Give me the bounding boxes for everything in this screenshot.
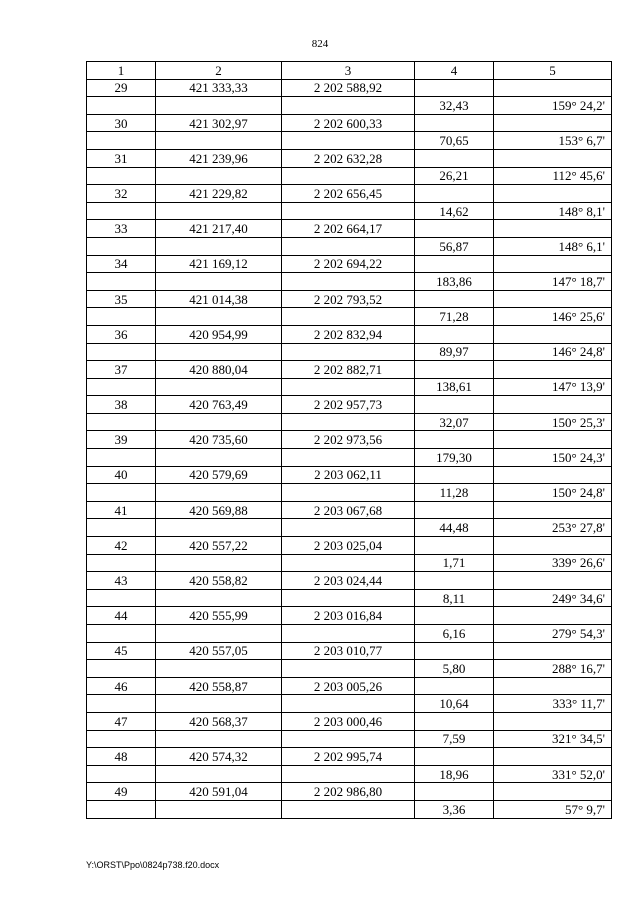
x-coordinate-cell: 420 557,05 — [156, 642, 282, 660]
bearing-cell: 57° 9,7' — [494, 800, 612, 818]
distance-cell — [415, 114, 494, 132]
distance-cell: 10,64 — [415, 695, 494, 713]
bearing-cell — [494, 783, 612, 801]
bearing-cell — [494, 431, 612, 449]
x-coordinate-cell — [156, 97, 282, 115]
point-number-cell — [87, 730, 156, 748]
bearing-cell: 112° 45,6' — [494, 167, 612, 185]
y-coordinate-cell: 2 203 024,44 — [282, 572, 415, 590]
y-coordinate-cell: 2 202 694,22 — [282, 255, 415, 273]
bearing-cell — [494, 712, 612, 730]
distance-cell: 138,61 — [415, 378, 494, 396]
point-number-cell: 40 — [87, 466, 156, 484]
table-row — [87, 765, 612, 783]
table-row — [87, 712, 612, 730]
distance-cell — [415, 431, 494, 449]
table-row — [87, 220, 612, 238]
distance-cell: 32,07 — [415, 413, 494, 431]
x-coordinate-cell — [156, 308, 282, 326]
y-coordinate-cell — [282, 378, 415, 396]
bearing-cell — [494, 114, 612, 132]
x-coordinate-cell: 421 239,96 — [156, 149, 282, 167]
point-number-cell: 39 — [87, 431, 156, 449]
y-coordinate-cell — [282, 695, 415, 713]
table-row — [87, 607, 612, 625]
table-row — [87, 501, 612, 519]
x-coordinate-cell: 420 574,32 — [156, 748, 282, 766]
x-coordinate-cell — [156, 132, 282, 150]
y-coordinate-cell — [282, 273, 415, 291]
point-number-cell: 47 — [87, 712, 156, 730]
bearing-cell — [494, 149, 612, 167]
x-coordinate-cell: 420 568,37 — [156, 712, 282, 730]
table-row — [87, 149, 612, 167]
x-coordinate-cell: 420 557,22 — [156, 537, 282, 555]
x-coordinate-cell: 420 763,49 — [156, 396, 282, 414]
point-number-cell — [87, 167, 156, 185]
x-coordinate-cell: 420 558,82 — [156, 572, 282, 590]
y-coordinate-cell — [282, 413, 415, 431]
x-coordinate-cell — [156, 660, 282, 678]
point-number-cell — [87, 273, 156, 291]
bearing-cell — [494, 607, 612, 625]
x-coordinate-cell — [156, 765, 282, 783]
y-coordinate-cell: 2 202 600,33 — [282, 114, 415, 132]
distance-cell: 44,48 — [415, 519, 494, 537]
bearing-cell: 331° 52,0' — [494, 765, 612, 783]
table-body — [87, 62, 612, 819]
point-number-cell — [87, 413, 156, 431]
table-row — [87, 572, 612, 590]
distance-cell: 89,97 — [415, 343, 494, 361]
x-coordinate-cell: 420 735,60 — [156, 431, 282, 449]
y-coordinate-cell — [282, 167, 415, 185]
table-row — [87, 273, 612, 291]
distance-cell — [415, 290, 494, 308]
y-coordinate-cell — [282, 449, 415, 467]
point-number-cell — [87, 800, 156, 818]
y-coordinate-cell — [282, 308, 415, 326]
y-coordinate-cell: 2 202 957,73 — [282, 396, 415, 414]
point-number-cell: 31 — [87, 149, 156, 167]
y-coordinate-cell — [282, 132, 415, 150]
table-row — [87, 237, 612, 255]
bearing-cell — [494, 255, 612, 273]
y-coordinate-cell: 2 203 025,04 — [282, 537, 415, 555]
point-number-cell — [87, 660, 156, 678]
table-row — [87, 783, 612, 801]
distance-cell: 11,28 — [415, 484, 494, 502]
y-coordinate-cell — [282, 589, 415, 607]
distance-cell — [415, 396, 494, 414]
table-row — [87, 431, 612, 449]
y-coordinate-cell: 2 202 832,94 — [282, 325, 415, 343]
point-number-cell — [87, 484, 156, 502]
column-header: 3 — [282, 62, 415, 80]
bearing-cell — [494, 677, 612, 695]
distance-cell — [415, 361, 494, 379]
bearing-cell — [494, 220, 612, 238]
distance-cell — [415, 255, 494, 273]
distance-cell — [415, 466, 494, 484]
point-number-cell: 42 — [87, 537, 156, 555]
distance-cell — [415, 185, 494, 203]
table-row — [87, 537, 612, 555]
point-number-cell — [87, 695, 156, 713]
table-row — [87, 202, 612, 220]
distance-cell — [415, 677, 494, 695]
point-number-cell: 41 — [87, 501, 156, 519]
bearing-cell — [494, 396, 612, 414]
bearing-cell — [494, 79, 612, 97]
x-coordinate-cell — [156, 484, 282, 502]
distance-cell: 6,16 — [415, 625, 494, 643]
distance-cell — [415, 537, 494, 555]
x-coordinate-cell: 420 579,69 — [156, 466, 282, 484]
point-number-cell: 35 — [87, 290, 156, 308]
x-coordinate-cell: 420 954,99 — [156, 325, 282, 343]
distance-cell: 1,71 — [415, 554, 494, 572]
point-number-cell — [87, 132, 156, 150]
distance-cell — [415, 642, 494, 660]
table-row — [87, 325, 612, 343]
x-coordinate-cell: 420 591,04 — [156, 783, 282, 801]
bearing-cell — [494, 501, 612, 519]
bearing-cell — [494, 361, 612, 379]
x-coordinate-cell — [156, 413, 282, 431]
x-coordinate-cell — [156, 519, 282, 537]
x-coordinate-cell: 421 229,82 — [156, 185, 282, 203]
y-coordinate-cell: 2 202 793,52 — [282, 290, 415, 308]
point-number-cell: 32 — [87, 185, 156, 203]
y-coordinate-cell — [282, 484, 415, 502]
table-row — [87, 114, 612, 132]
distance-cell: 18,96 — [415, 765, 494, 783]
bearing-cell: 333° 11,7' — [494, 695, 612, 713]
point-number-cell — [87, 519, 156, 537]
point-number-cell: 33 — [87, 220, 156, 238]
bearing-cell — [494, 642, 612, 660]
point-number-cell — [87, 625, 156, 643]
point-number-cell — [87, 378, 156, 396]
y-coordinate-cell: 2 203 062,11 — [282, 466, 415, 484]
y-coordinate-cell — [282, 660, 415, 678]
table-row — [87, 730, 612, 748]
table-row — [87, 185, 612, 203]
distance-cell: 70,65 — [415, 132, 494, 150]
distance-cell — [415, 572, 494, 590]
bearing-cell — [494, 537, 612, 555]
point-number-cell — [87, 202, 156, 220]
table-row — [87, 625, 612, 643]
bearing-cell: 148° 6,1' — [494, 237, 612, 255]
y-coordinate-cell — [282, 237, 415, 255]
coordinates-table — [86, 61, 612, 819]
column-header: 1 — [87, 62, 156, 80]
y-coordinate-cell — [282, 343, 415, 361]
bearing-cell: 339° 26,6' — [494, 554, 612, 572]
x-coordinate-cell — [156, 202, 282, 220]
y-coordinate-cell — [282, 202, 415, 220]
bearing-cell — [494, 748, 612, 766]
table-row — [87, 290, 612, 308]
x-coordinate-cell — [156, 343, 282, 361]
distance-cell: 14,62 — [415, 202, 494, 220]
point-number-cell: 45 — [87, 642, 156, 660]
table-row — [87, 97, 612, 115]
point-number-cell — [87, 449, 156, 467]
distance-cell — [415, 325, 494, 343]
y-coordinate-cell: 2 203 010,77 — [282, 642, 415, 660]
x-coordinate-cell — [156, 554, 282, 572]
x-coordinate-cell: 420 558,87 — [156, 677, 282, 695]
point-number-cell — [87, 308, 156, 326]
table-row — [87, 132, 612, 150]
bearing-cell — [494, 325, 612, 343]
table-row — [87, 167, 612, 185]
bearing-cell: 146° 25,6' — [494, 308, 612, 326]
distance-cell: 7,59 — [415, 730, 494, 748]
table-row — [87, 660, 612, 678]
point-number-cell: 44 — [87, 607, 156, 625]
bearing-cell: 147° 13,9' — [494, 378, 612, 396]
y-coordinate-cell: 2 203 016,84 — [282, 607, 415, 625]
point-number-cell: 38 — [87, 396, 156, 414]
x-coordinate-cell: 420 569,88 — [156, 501, 282, 519]
bearing-cell: 150° 24,3' — [494, 449, 612, 467]
bearing-cell: 159° 24,2' — [494, 97, 612, 115]
point-number-cell — [87, 765, 156, 783]
y-coordinate-cell: 2 203 005,26 — [282, 677, 415, 695]
table-row — [87, 519, 612, 537]
x-coordinate-cell: 420 880,04 — [156, 361, 282, 379]
distance-cell: 56,87 — [415, 237, 494, 255]
bearing-cell — [494, 572, 612, 590]
y-coordinate-cell — [282, 800, 415, 818]
bearing-cell: 253° 27,8' — [494, 519, 612, 537]
y-coordinate-cell: 2 202 664,17 — [282, 220, 415, 238]
table-header-row — [87, 62, 612, 80]
x-coordinate-cell — [156, 800, 282, 818]
point-number-cell: 36 — [87, 325, 156, 343]
distance-cell — [415, 149, 494, 167]
table-row — [87, 343, 612, 361]
point-number-cell — [87, 237, 156, 255]
distance-cell — [415, 712, 494, 730]
point-number-cell: 48 — [87, 748, 156, 766]
bearing-cell: 321° 34,5' — [494, 730, 612, 748]
bearing-cell: 249° 34,6' — [494, 589, 612, 607]
table-row — [87, 255, 612, 273]
y-coordinate-cell: 2 202 973,56 — [282, 431, 415, 449]
point-number-cell: 49 — [87, 783, 156, 801]
bearing-cell — [494, 290, 612, 308]
distance-cell: 71,28 — [415, 308, 494, 326]
x-coordinate-cell: 421 169,12 — [156, 255, 282, 273]
x-coordinate-cell: 421 302,97 — [156, 114, 282, 132]
table-row — [87, 484, 612, 502]
y-coordinate-cell — [282, 730, 415, 748]
x-coordinate-cell — [156, 273, 282, 291]
distance-cell: 5,80 — [415, 660, 494, 678]
bearing-cell: 148° 8,1' — [494, 202, 612, 220]
point-number-cell: 46 — [87, 677, 156, 695]
y-coordinate-cell — [282, 625, 415, 643]
bearing-cell: 288° 16,7' — [494, 660, 612, 678]
table-row — [87, 642, 612, 660]
bearing-cell — [494, 185, 612, 203]
point-number-cell: 34 — [87, 255, 156, 273]
distance-cell — [415, 748, 494, 766]
point-number-cell: 43 — [87, 572, 156, 590]
distance-cell — [415, 220, 494, 238]
page-number: 824 — [311, 38, 329, 50]
point-number-cell: 37 — [87, 361, 156, 379]
x-coordinate-cell — [156, 730, 282, 748]
x-coordinate-cell: 421 217,40 — [156, 220, 282, 238]
bearing-cell — [494, 466, 612, 484]
table-row — [87, 748, 612, 766]
table-row — [87, 308, 612, 326]
y-coordinate-cell — [282, 554, 415, 572]
point-number-cell: 29 — [87, 79, 156, 97]
table-row — [87, 466, 612, 484]
distance-cell: 26,21 — [415, 167, 494, 185]
distance-cell — [415, 783, 494, 801]
document-file-path: Y:\ORST\Ppo\0824p738.f20.docx — [86, 860, 220, 870]
distance-cell — [415, 607, 494, 625]
y-coordinate-cell: 2 202 986,80 — [282, 783, 415, 801]
table-row — [87, 361, 612, 379]
table-row — [87, 589, 612, 607]
y-coordinate-cell: 2 202 882,71 — [282, 361, 415, 379]
bearing-cell: 146° 24,8' — [494, 343, 612, 361]
x-coordinate-cell — [156, 378, 282, 396]
point-number-cell: 30 — [87, 114, 156, 132]
distance-cell: 8,11 — [415, 589, 494, 607]
point-number-cell — [87, 589, 156, 607]
column-header: 5 — [494, 62, 612, 80]
column-header: 4 — [415, 62, 494, 80]
y-coordinate-cell — [282, 765, 415, 783]
column-header: 2 — [156, 62, 282, 80]
x-coordinate-cell — [156, 625, 282, 643]
distance-cell — [415, 501, 494, 519]
y-coordinate-cell: 2 203 067,68 — [282, 501, 415, 519]
distance-cell — [415, 79, 494, 97]
table-row — [87, 554, 612, 572]
x-coordinate-cell: 421 014,38 — [156, 290, 282, 308]
bearing-cell: 279° 54,3' — [494, 625, 612, 643]
distance-cell: 3,36 — [415, 800, 494, 818]
x-coordinate-cell — [156, 237, 282, 255]
distance-cell: 183,86 — [415, 273, 494, 291]
x-coordinate-cell: 420 555,99 — [156, 607, 282, 625]
x-coordinate-cell — [156, 449, 282, 467]
table-row — [87, 396, 612, 414]
y-coordinate-cell: 2 203 000,46 — [282, 712, 415, 730]
y-coordinate-cell: 2 202 995,74 — [282, 748, 415, 766]
x-coordinate-cell — [156, 589, 282, 607]
point-number-cell — [87, 343, 156, 361]
x-coordinate-cell — [156, 167, 282, 185]
y-coordinate-cell — [282, 519, 415, 537]
distance-cell: 32,43 — [415, 97, 494, 115]
table-row — [87, 79, 612, 97]
point-number-cell — [87, 97, 156, 115]
bearing-cell: 150° 24,8' — [494, 484, 612, 502]
bearing-cell: 150° 25,3' — [494, 413, 612, 431]
table-row — [87, 449, 612, 467]
y-coordinate-cell: 2 202 632,28 — [282, 149, 415, 167]
table-row — [87, 800, 612, 818]
table-row — [87, 378, 612, 396]
bearing-cell: 153° 6,7' — [494, 132, 612, 150]
table-row — [87, 695, 612, 713]
table-row — [87, 413, 612, 431]
distance-cell: 179,30 — [415, 449, 494, 467]
x-coordinate-cell: 421 333,33 — [156, 79, 282, 97]
bearing-cell: 147° 18,7' — [494, 273, 612, 291]
y-coordinate-cell — [282, 97, 415, 115]
x-coordinate-cell — [156, 695, 282, 713]
table-row — [87, 677, 612, 695]
y-coordinate-cell: 2 202 656,45 — [282, 185, 415, 203]
y-coordinate-cell: 2 202 588,92 — [282, 79, 415, 97]
point-number-cell — [87, 554, 156, 572]
